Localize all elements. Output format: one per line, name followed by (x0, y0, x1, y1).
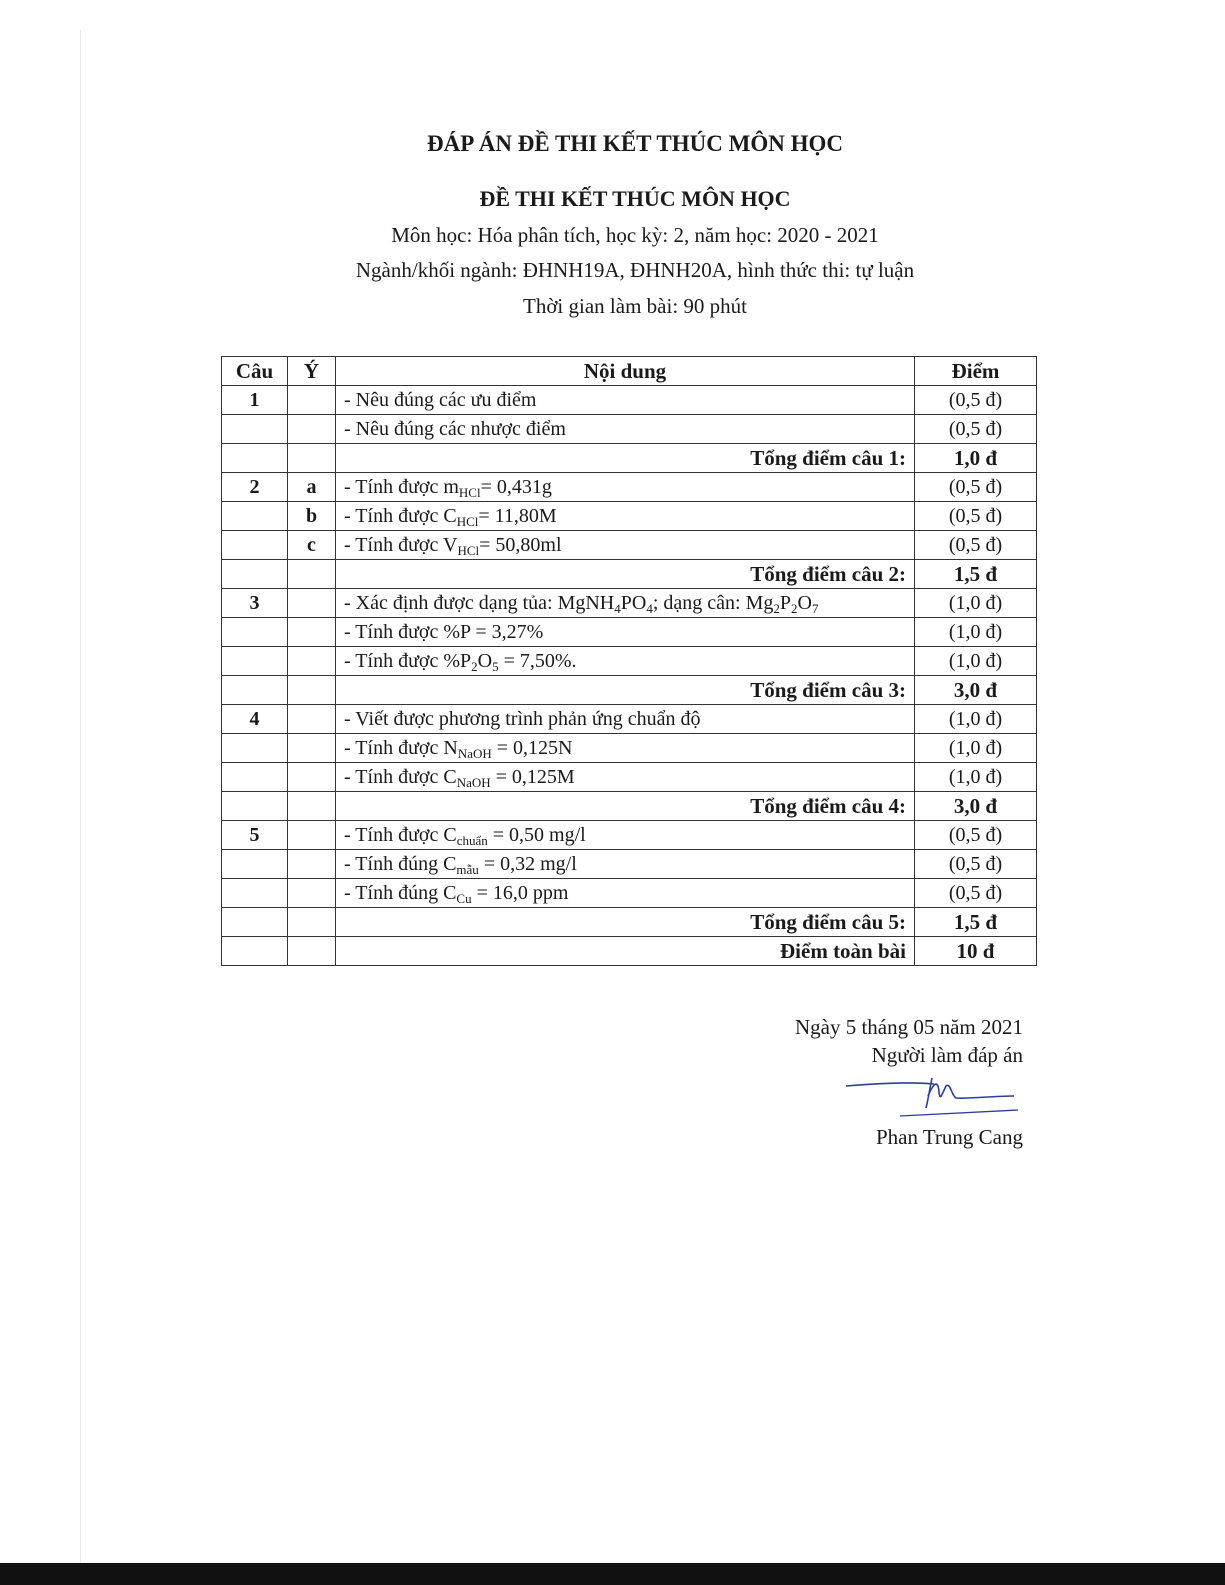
total-label: Tổng điểm câu 4: (336, 792, 915, 821)
table-row (222, 473, 1037, 502)
content-cell (336, 473, 915, 502)
signature-date: Ngày 5 tháng 05 năm 2021 (794, 1015, 1023, 1039)
content-text: - Tính đúng C (344, 881, 457, 904)
table-header-row (222, 357, 1037, 386)
subscript: 2 (790, 600, 798, 616)
total-row (222, 908, 1037, 937)
content-cell (336, 386, 915, 415)
total-value: 3,0 đ (915, 792, 1037, 821)
scan-bottom-edge (0, 1563, 1225, 1585)
exam-title: ĐỀ THI KẾT THÚC MÔN HỌC (479, 186, 791, 211)
content-cell (336, 850, 915, 879)
content-text: - Xác định được dạng tủa: MgNH (344, 591, 615, 614)
score-cell: (0,5 đ) (915, 850, 1037, 879)
score-cell: (0,5 đ) (915, 879, 1037, 908)
content-text: = 16,0 ppm (471, 881, 569, 904)
content-cell (336, 821, 915, 850)
content-text: - Tính được %P = 3,27% (344, 620, 544, 643)
content-text: - Viết được phương trình phản ứng chuẩn độ (344, 707, 701, 730)
score-cell: (1,0 đ) (915, 705, 1037, 734)
major-info: Ngành/khối ngành: ĐHNH19A, ĐHNH20A, hình thức thi: tự luận (355, 258, 915, 282)
question-number: 4 (222, 705, 288, 734)
score-cell: (0,5 đ) (915, 531, 1037, 560)
content-text: = 0,125M (490, 765, 575, 788)
empty-cell (222, 560, 288, 589)
total-label: Tổng điểm câu 1: (336, 444, 915, 473)
sub-item (288, 647, 336, 676)
question-number (222, 647, 288, 676)
content-cell (336, 705, 915, 734)
table-row (222, 647, 1037, 676)
empty-cell (222, 908, 288, 937)
content-cell (336, 647, 915, 676)
content-text: - Tính được V (344, 533, 458, 556)
content-text: O (797, 591, 812, 614)
content-text: - Tính đúng C (344, 852, 457, 875)
sub-item (288, 415, 336, 444)
content-text: - Tính được m (344, 475, 459, 498)
empty-cell (222, 444, 288, 473)
content-text: - Tính được %P (344, 649, 472, 672)
content-cell (336, 589, 915, 618)
table-body (222, 386, 1037, 966)
sub-item (288, 589, 336, 618)
content-cell (336, 502, 915, 531)
sub-item (288, 386, 336, 415)
content-text: = 0,431g (480, 475, 552, 498)
question-number: 2 (222, 473, 288, 502)
total-label: Tổng điểm câu 5: (336, 908, 915, 937)
empty-cell (288, 792, 336, 821)
subscript: 7 (811, 600, 819, 616)
table-row (222, 763, 1037, 792)
score-cell: (1,0 đ) (915, 763, 1037, 792)
table-row (222, 734, 1037, 763)
empty-cell (222, 792, 288, 821)
table-row (222, 415, 1037, 444)
empty-cell (222, 937, 288, 966)
content-text: O (477, 649, 493, 672)
subscript: HCl (457, 542, 480, 558)
subscript: 2 (773, 600, 780, 616)
table-row (222, 879, 1037, 908)
sub-item (288, 618, 336, 647)
content-text: ; dạng cân: Mg (652, 591, 774, 614)
sub-item (288, 705, 336, 734)
total-row (222, 560, 1037, 589)
subscript: 4 (646, 600, 653, 616)
question-number (222, 531, 288, 560)
total-value: 1,0 đ (915, 444, 1037, 473)
score-cell: (1,0 đ) (915, 734, 1037, 763)
question-number (222, 763, 288, 792)
score-cell: (0,5 đ) (915, 502, 1037, 531)
total-value: 3,0 đ (915, 676, 1037, 705)
content-text: = 0,125N (491, 736, 573, 759)
table-row (222, 850, 1037, 879)
content-text: - Tính được C (344, 765, 457, 788)
table-row (222, 531, 1037, 560)
subscript: NaOH (457, 745, 492, 761)
duration-info: Thời gian làm bài: 90 phút (523, 294, 747, 318)
question-number (222, 879, 288, 908)
total-value: 1,5 đ (915, 908, 1037, 937)
content-text: PO (620, 591, 647, 614)
question-number: 3 (222, 589, 288, 618)
subscript: Cu (456, 890, 472, 906)
subscript: 5 (492, 658, 499, 674)
score-cell: (0,5 đ) (915, 386, 1037, 415)
content-cell (336, 531, 915, 560)
sub-item: c (288, 531, 336, 560)
subscript: NaOH (456, 774, 491, 790)
document-title: ĐÁP ÁN ĐỀ THI KẾT THÚC MÔN HỌC (427, 131, 843, 156)
question-number (222, 734, 288, 763)
sub-item (288, 879, 336, 908)
signer-name: Phan Trung Cang (875, 1125, 1023, 1149)
total-value: 1,5 đ (915, 560, 1037, 589)
handwritten-signature (842, 1072, 1022, 1122)
subscript: HCl (456, 513, 479, 529)
total-label: Tổng điểm câu 3: (336, 676, 915, 705)
table-row (222, 705, 1037, 734)
question-number (222, 618, 288, 647)
content-text: = 11,80M (478, 504, 557, 527)
content-text: = 0,50 mg/l (487, 823, 586, 846)
score-cell: (1,0 đ) (915, 618, 1037, 647)
total-row (222, 676, 1037, 705)
total-row (222, 792, 1037, 821)
subscript: chuẩn (456, 832, 488, 848)
table-row (222, 821, 1037, 850)
content-cell (336, 734, 915, 763)
header-y: Ý (288, 357, 336, 386)
total-value: 10 đ (915, 937, 1037, 966)
question-number (222, 502, 288, 531)
score-cell: (0,5 đ) (915, 415, 1037, 444)
empty-cell (288, 908, 336, 937)
empty-cell (288, 560, 336, 589)
header-noidung: Nội dung (336, 357, 915, 386)
sub-item (288, 763, 336, 792)
empty-cell (288, 444, 336, 473)
subscript: mẫu (456, 861, 479, 877)
content-cell (336, 763, 915, 792)
subscript: HCl (458, 484, 481, 500)
question-number (222, 415, 288, 444)
subscript: 2 (471, 658, 478, 674)
header-cau: Câu (222, 357, 288, 386)
question-number: 5 (222, 821, 288, 850)
content-cell (336, 879, 915, 908)
subscript: 4 (614, 600, 621, 616)
empty-cell (288, 676, 336, 705)
content-text: = 50,80ml (479, 533, 562, 556)
total-row (222, 444, 1037, 473)
table-row (222, 589, 1037, 618)
sub-item: b (288, 502, 336, 531)
sub-item (288, 734, 336, 763)
content-text: - Tính được C (344, 504, 457, 527)
sub-item (288, 850, 336, 879)
empty-cell (222, 676, 288, 705)
content-cell (336, 618, 915, 647)
score-cell: (1,0 đ) (915, 647, 1037, 676)
content-cell (336, 415, 915, 444)
header-diem: Điểm (915, 357, 1037, 386)
sub-item (288, 821, 336, 850)
table-row (222, 386, 1037, 415)
table-row (222, 502, 1037, 531)
total-row (222, 937, 1037, 966)
question-number (222, 850, 288, 879)
signature-role: Người làm đáp án (871, 1043, 1023, 1067)
content-text: = 0,32 mg/l (478, 852, 577, 875)
score-cell: (1,0 đ) (915, 589, 1037, 618)
content-text: = 7,50%. (498, 649, 577, 672)
score-cell: (0,5 đ) (915, 821, 1037, 850)
total-label: Điểm toàn bài (336, 937, 915, 966)
course-info: Môn học: Hóa phân tích, học kỳ: 2, năm học: 2020 - 2021 (391, 223, 879, 247)
answer-table (221, 356, 1037, 966)
content-text: - Tính được C (344, 823, 457, 846)
content-text: - Tính được N (344, 736, 458, 759)
content-text: P (779, 591, 791, 614)
content-text: - Nêu đúng các nhược điểm (344, 417, 566, 440)
question-number: 1 (222, 386, 288, 415)
content-text: - Nêu đúng các ưu điểm (344, 388, 537, 411)
sub-item: a (288, 473, 336, 502)
total-label: Tổng điểm câu 2: (336, 560, 915, 589)
table-row (222, 618, 1037, 647)
empty-cell (288, 937, 336, 966)
score-cell: (0,5 đ) (915, 473, 1037, 502)
